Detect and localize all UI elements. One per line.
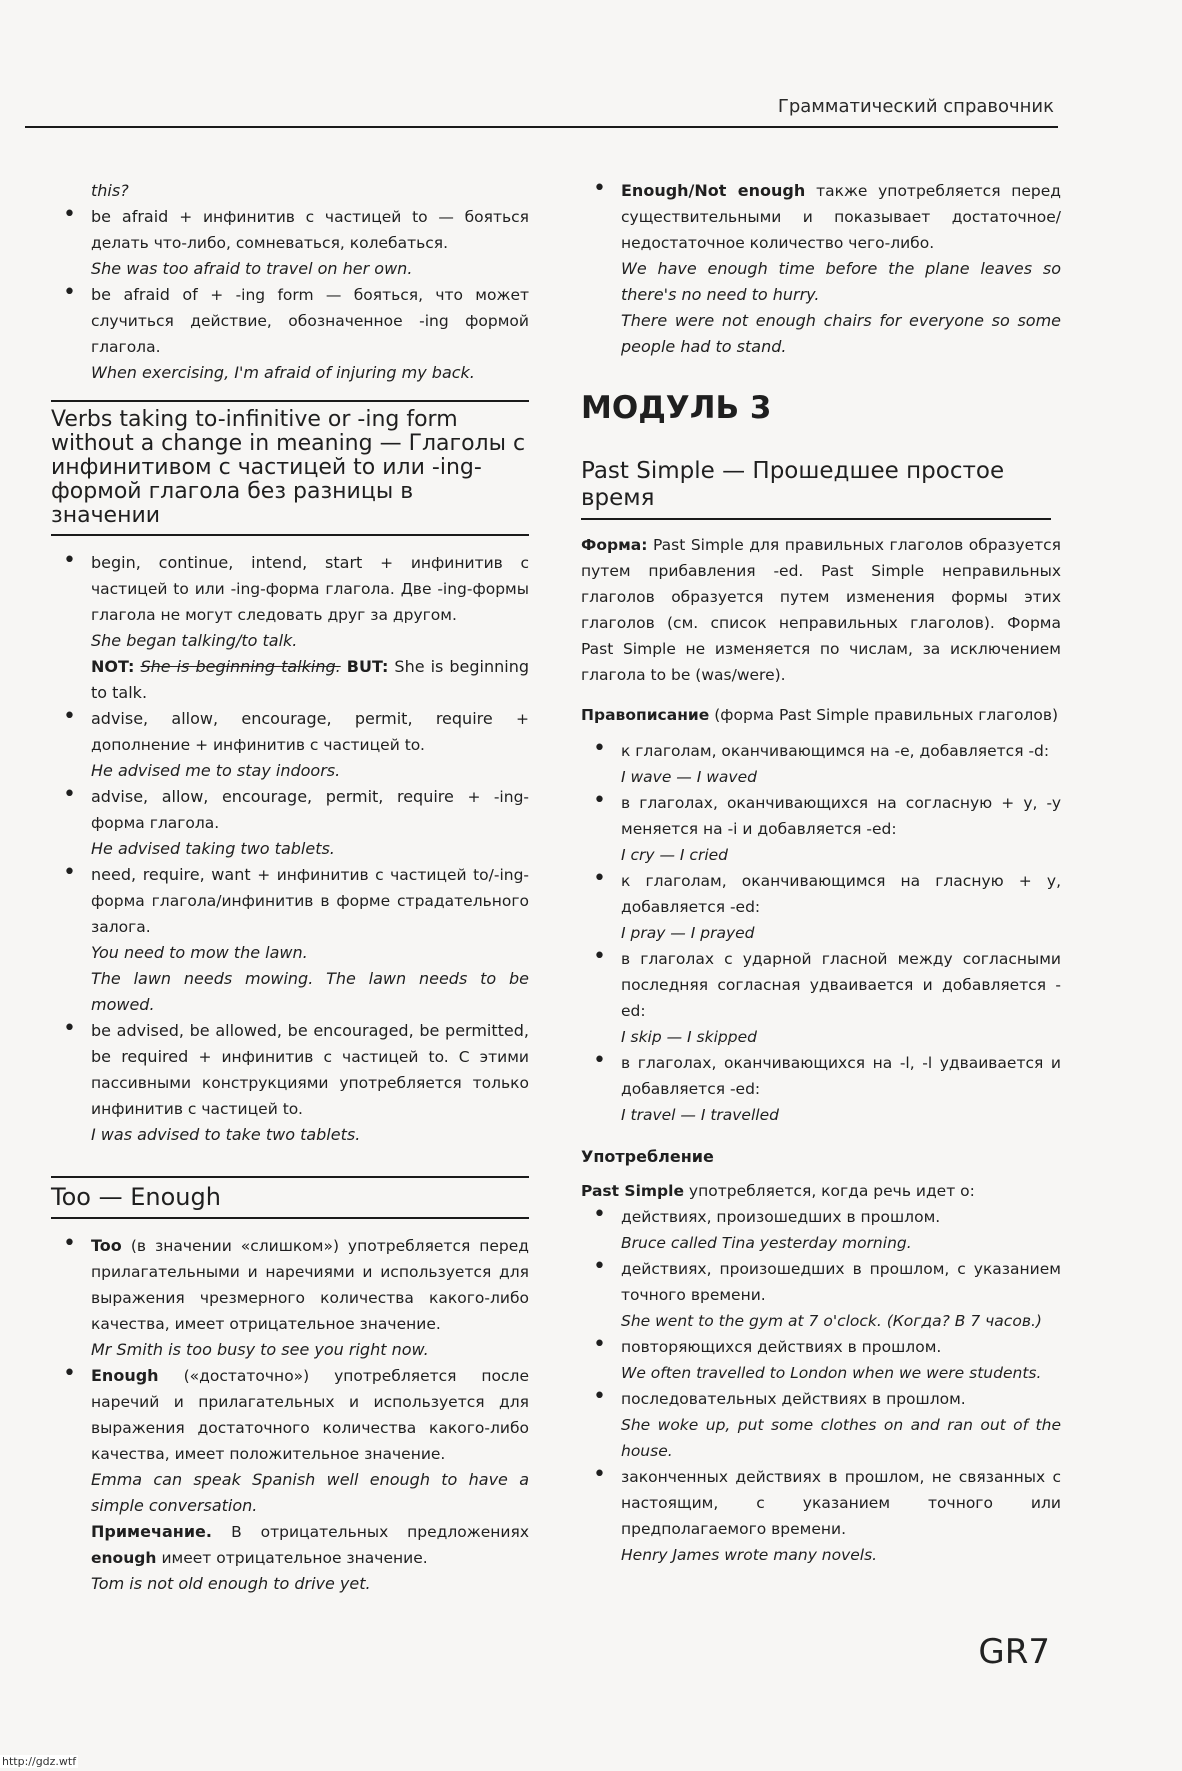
spelling-text: (форма Past Simple правильных глаголов) (714, 706, 1058, 724)
description: + инфинитив с частицей to или -ing-форма глагола. Две -ing-формы глагола не могут следовать друг за другом. (91, 554, 530, 624)
list-item (581, 738, 1061, 790)
list-item (51, 550, 529, 706)
list-item (51, 282, 529, 386)
form-paragraph (581, 532, 1061, 688)
description: законченных действиях в прошлом, не связанных с настоящим, с указанием точного или предполагаемого времени. (621, 1468, 1061, 1538)
example: Henry James wrote many novels. (621, 1546, 878, 1564)
usage-heading: Употребление (581, 1147, 714, 1166)
spelling-heading (581, 702, 1061, 728)
list-item (51, 1363, 529, 1597)
description: + инфинитив с частицей to. С этими пассивными конструкциями употребляется только инфинитив с частицей to. (91, 1048, 529, 1118)
but-label: BUT: (346, 657, 389, 676)
page-number: GR7 (978, 1632, 1050, 1672)
usage-intro-text: употребляется, когда речь идет о: (688, 1182, 975, 1200)
section-rule (51, 534, 529, 536)
form-text: Past Simple для правильных глаголов образуется путем прибавления -ed. Past Simple неправильных глаголов образуется путем изменения формы этих глаголов (см. список неправильных глаголов). Форма Past Simple не изменяется по числам, за исключением глагола to be (was/were). (581, 536, 1061, 684)
example: She was too afraid to travel on her own. (91, 259, 413, 278)
list-item (581, 1386, 1061, 1464)
too-enough-list (51, 1233, 529, 1597)
description: действиях, произошедших в прошлом. (621, 1208, 941, 1226)
description: в глаголах, оканчивающихся на -l, -l удваивается и добавляется -ed: (621, 1054, 1061, 1098)
note-rest: имеет отрицательное значение. (161, 1549, 428, 1567)
description: к глаголам, оканчивающимся на -e, добавляется -d: (621, 742, 1050, 760)
verbs-list (51, 550, 529, 1148)
afraid-list (51, 204, 529, 386)
continued-example: this? (91, 181, 129, 200)
example: When exercising, I'm afraid of injuring my back. (91, 363, 475, 382)
list-item (581, 946, 1061, 1050)
example: Emma can speak Spanish well enough to have a simple conversation. (91, 1470, 529, 1515)
usage-intro (581, 1178, 1061, 1204)
term: Too (91, 1236, 122, 1255)
section-title-too-enough: Too — Enough (51, 1183, 221, 1211)
term: advise, allow, encourage, permit, require (91, 787, 454, 806)
spelling-label: Правописание (581, 706, 710, 724)
term: be advised, be allowed, be encouraged, be permitted, be required (91, 1021, 529, 1066)
right-column (581, 178, 1061, 1568)
description: к глаголам, оканчивающимся на гласную + y, добавляется -ed: (621, 872, 1061, 916)
example: We have enough time before the plane leaves so there's no need to hurry. (621, 259, 1061, 304)
example: He advised taking two tablets. (91, 839, 335, 858)
example: I wave — I waved (621, 768, 757, 786)
note-label: Примечание. (91, 1522, 212, 1541)
example: I pray — I prayed (621, 924, 755, 942)
example: He advised me to stay indoors. (91, 761, 341, 780)
description: + инфинитив с частицей to — бояться делать что-либо, сомневаться, колебаться. (91, 208, 530, 252)
module-title: МОДУЛЬ 3 (581, 390, 772, 426)
section-rule (51, 1176, 529, 1178)
watermark-link[interactable]: http://gdz.wtf (2, 1755, 77, 1768)
list-item (581, 868, 1061, 946)
term: be afraid of (91, 285, 198, 304)
example: Bruce called Tina yesterday morning. (621, 1234, 912, 1252)
example: I skip — I skipped (621, 1028, 757, 1046)
list-item (581, 790, 1061, 868)
section-title-past-simple: Past Simple — Прошедшее простое время (581, 458, 1005, 511)
example: Mr Smith is too busy to see you right now. (91, 1340, 429, 1359)
description: последовательных действиях в прошлом. (621, 1390, 966, 1408)
list-item (581, 178, 1061, 360)
section-rule (51, 1217, 529, 1219)
spelling-list (581, 738, 1061, 1128)
header-rule (25, 126, 1058, 128)
section-rule (581, 518, 1051, 520)
form-label: Форма: (581, 536, 648, 554)
description: в глаголах, оканчивающихся на согласную + y, -y меняется на -i и добавляется -ed: (621, 794, 1061, 838)
left-column (51, 178, 529, 1597)
note-text: В отрицательных предложениях (231, 1523, 529, 1541)
term: need, require, want (91, 865, 251, 884)
description: + дополнение + инфинитив с частицей to. (91, 710, 529, 754)
description: в глаголах с ударной гласной между согласными последняя согласная удваивается и добавляется -ed: (621, 950, 1061, 1020)
description: + инфинитив с частицей to/-ing-форма глагола/инфинитив в форме страдательного залога. (91, 866, 530, 936)
note-term: enough (91, 1549, 157, 1567)
list-item (51, 1018, 529, 1148)
example: We often travelled to London when we were students. (621, 1364, 1042, 1382)
example: There were not enough chairs for everyone so some people had to stand. (621, 311, 1061, 356)
example: Tom is not old enough to drive yet. (91, 1574, 371, 1593)
description: действиях, произошедших в прошлом, с указанием точного времени. (621, 1260, 1061, 1304)
term: Enough/Not enough (621, 181, 806, 200)
description: также употребляется перед существительными и показывает достаточное/недостаточное количество чего-либо. (621, 182, 1061, 252)
correct-example: She is beginning to talk. (91, 657, 530, 702)
example: You need to mow the lawn. (91, 943, 308, 962)
term: begin, continue, intend, start (91, 553, 363, 572)
example: She went to the gym at 7 o'clock. (Когда? В 7 часов.) (621, 1312, 1042, 1330)
example: The lawn needs mowing. The lawn needs to be mowed. (91, 969, 529, 1014)
list-item (581, 1464, 1061, 1568)
list-item (51, 784, 529, 862)
page-header-title: Грамматический справочник (777, 96, 1054, 117)
example: She began talking/to talk. (91, 631, 298, 650)
description: + -ing form — бояться, что может случиться действие, обозначенное -ing формой глагола. (91, 286, 530, 356)
list-item (581, 1334, 1061, 1386)
example: I was advised to take two tablets. (91, 1125, 361, 1144)
section-rule (51, 400, 529, 402)
section-title-verbs: Verbs taking to-infinitive or -ing form without a change in meaning — Глаголы с инфинитивом с частицей to или -ing-формой глагола без разницы в значении (51, 407, 526, 528)
example: She woke up, put some clothes on and ran out of the house. (621, 1416, 1061, 1460)
enough-list (581, 178, 1061, 360)
list-item (581, 1050, 1061, 1128)
list-item (51, 706, 529, 784)
list-item (51, 862, 529, 1018)
description: повторяющихся действиях в прошлом. (621, 1338, 942, 1356)
term: be afraid (91, 207, 169, 226)
example: I travel — I travelled (621, 1106, 779, 1124)
list-item (51, 204, 529, 282)
wrong-example: She is beginning talking. (140, 657, 341, 676)
usage-term: Past Simple (581, 1182, 684, 1200)
list-item (581, 1256, 1061, 1334)
list-item (581, 1204, 1061, 1256)
term: Enough (91, 1366, 159, 1385)
not-label: NOT: (91, 657, 135, 676)
description: + -ing-форма глагола. (91, 788, 529, 832)
description: (в значении «слишком») употребляется перед прилагательными и наречиями и используется для выражения чрезмерного количества какого-либо качества, имеет отрицательное значение. (91, 1237, 529, 1333)
list-item (51, 1233, 529, 1363)
description: («достаточно») употребляется после наречий и прилагательных и используется для выражения достаточного количества какого-либо качества, имеет положительное значение. (91, 1367, 529, 1463)
usage-list (581, 1204, 1061, 1568)
example: I cry — I cried (621, 846, 728, 864)
term: advise, allow, encourage, permit, require (91, 709, 493, 728)
